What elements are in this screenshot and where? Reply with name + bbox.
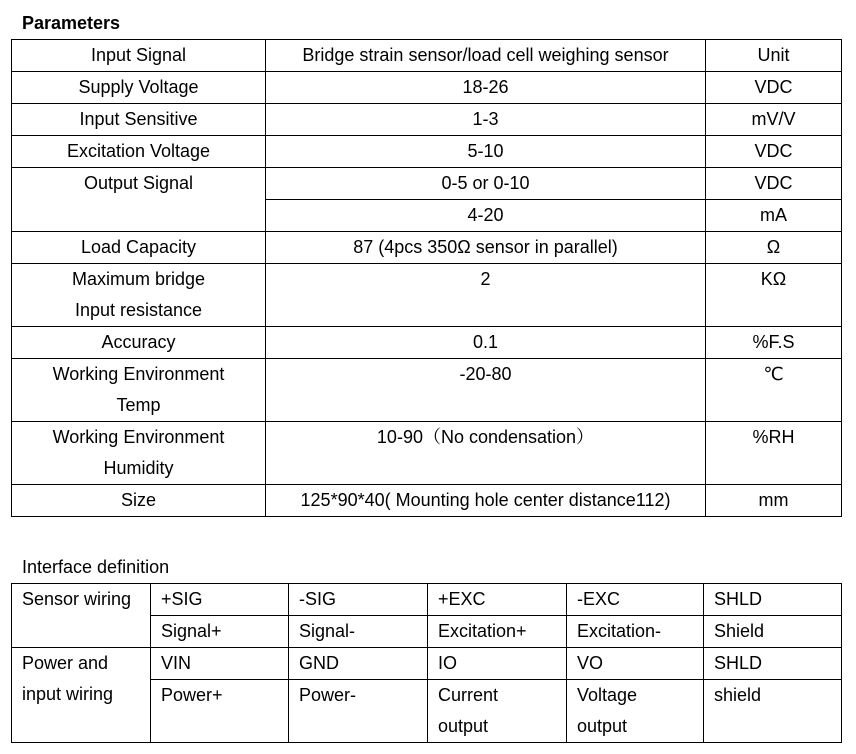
param-name	[12, 359, 266, 422]
param-name-line: Working Environment	[52, 427, 225, 447]
param-value: 10-90（No condensation）	[266, 422, 706, 485]
pin-cell: VO	[567, 648, 704, 680]
param-unit: Ω	[706, 232, 842, 264]
table-row	[12, 168, 842, 200]
table-row	[12, 359, 842, 422]
desc-cell: Signal+	[151, 616, 289, 648]
desc-line: output	[577, 716, 628, 736]
desc-cell	[567, 680, 704, 743]
param-name: Accuracy	[12, 327, 266, 359]
param-name-line: Maximum bridge	[71, 269, 206, 289]
desc-line: output	[438, 716, 489, 736]
param-unit: mm	[706, 485, 842, 517]
pin-cell: GND	[289, 648, 428, 680]
param-value: 87 (4pcs 350Ω sensor in parallel)	[266, 232, 706, 264]
param-value: 0-5 or 0-10	[266, 168, 706, 200]
param-value: 1-3	[266, 104, 706, 136]
table-row	[12, 648, 842, 680]
param-value: 18-26	[266, 72, 706, 104]
param-unit: mA	[706, 200, 842, 232]
pin-cell: -SIG	[289, 584, 428, 616]
table-row	[12, 136, 842, 168]
desc-cell: Power+	[151, 680, 289, 743]
power-wiring-label	[12, 648, 151, 743]
param-unit: VDC	[706, 168, 842, 200]
table-row	[12, 40, 842, 72]
param-name	[12, 264, 266, 327]
header-input-signal: Input Signal	[12, 40, 266, 72]
desc-cell: Signal-	[289, 616, 428, 648]
table-row	[12, 485, 842, 517]
pin-cell: SHLD	[704, 648, 842, 680]
param-unit: %F.S	[706, 327, 842, 359]
pin-cell: +EXC	[428, 584, 567, 616]
param-unit: %RH	[706, 422, 842, 485]
desc-line: Current	[438, 685, 499, 705]
header-unit: Unit	[706, 40, 842, 72]
desc-cell: shield	[704, 680, 842, 743]
power-label-line: input wiring	[22, 684, 114, 704]
pin-cell: +SIG	[151, 584, 289, 616]
param-unit: mV/V	[706, 104, 842, 136]
sensor-wiring-label: Sensor wiring	[12, 584, 151, 648]
param-name	[12, 422, 266, 485]
param-name: Output Signal	[12, 168, 266, 232]
table-row	[12, 422, 842, 485]
param-unit: KΩ	[706, 264, 842, 327]
desc-cell	[428, 680, 567, 743]
table-row	[12, 327, 842, 359]
param-name-line: Humidity	[103, 458, 174, 478]
param-unit: VDC	[706, 136, 842, 168]
param-value: -20-80	[266, 359, 706, 422]
pin-cell: -EXC	[567, 584, 704, 616]
param-unit: ℃	[706, 359, 842, 422]
param-value: 125*90*40( Mounting hole center distance112)	[266, 485, 706, 517]
parameters-table	[11, 39, 842, 517]
param-name: Excitation Voltage	[12, 136, 266, 168]
param-name: Supply Voltage	[12, 72, 266, 104]
param-value: 4-20	[266, 200, 706, 232]
table-row	[12, 584, 842, 616]
pin-cell: SHLD	[704, 584, 842, 616]
param-value: 5-10	[266, 136, 706, 168]
interface-heading: Interface definition	[22, 557, 170, 577]
pin-cell: IO	[428, 648, 567, 680]
pin-cell: VIN	[151, 648, 289, 680]
param-value: 2	[266, 264, 706, 327]
param-name: Size	[12, 485, 266, 517]
table-row	[12, 72, 842, 104]
header-description: Bridge strain sensor/load cell weighing sensor	[266, 40, 706, 72]
param-name: Input Sensitive	[12, 104, 266, 136]
param-name-line: Input resistance	[74, 300, 203, 320]
param-value: 0.1	[266, 327, 706, 359]
interface-table	[11, 583, 842, 743]
desc-cell: Excitation-	[567, 616, 704, 648]
table-row	[12, 232, 842, 264]
param-unit: VDC	[706, 72, 842, 104]
desc-cell: Shield	[704, 616, 842, 648]
table-row	[12, 264, 842, 327]
param-name-line: Temp	[116, 395, 161, 415]
power-label-line: Power and	[22, 653, 109, 673]
parameters-heading: Parameters	[22, 13, 121, 33]
param-name: Load Capacity	[12, 232, 266, 264]
desc-cell: Excitation+	[428, 616, 567, 648]
param-name-line: Working Environment	[52, 364, 225, 384]
desc-line: Voltage	[577, 685, 638, 705]
table-row	[12, 104, 842, 136]
desc-cell: Power-	[289, 680, 428, 743]
